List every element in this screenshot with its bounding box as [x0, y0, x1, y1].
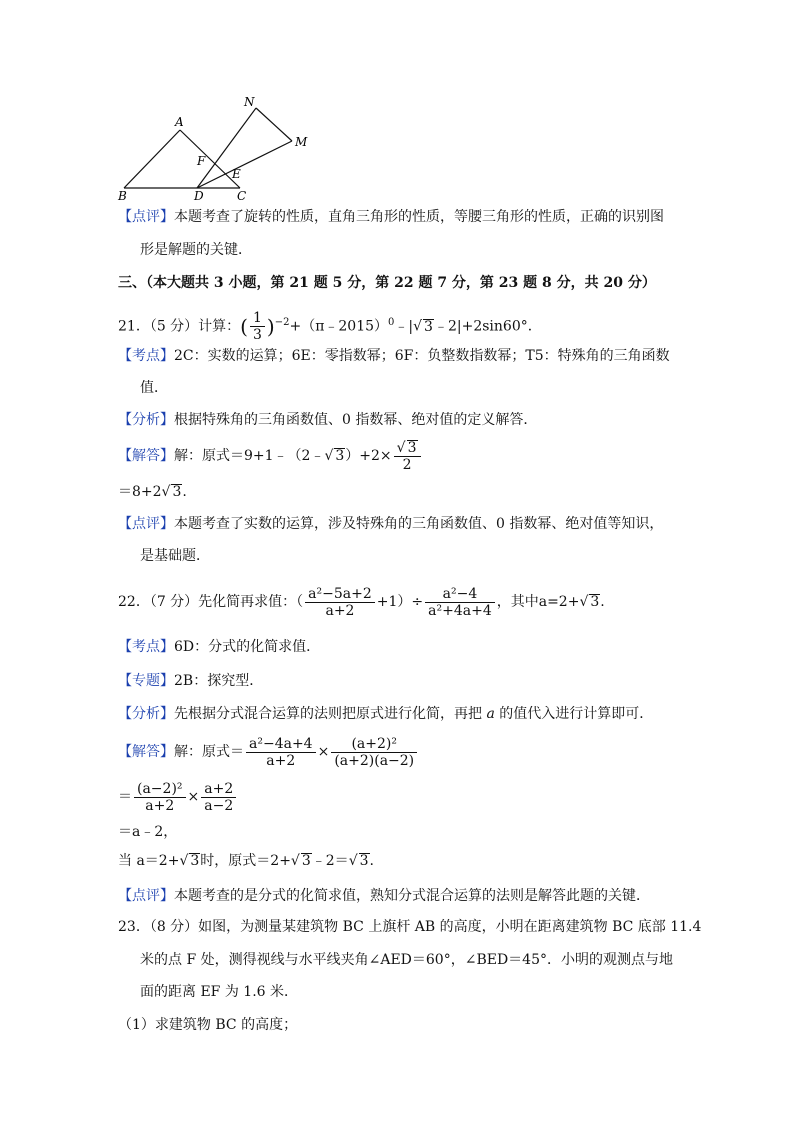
q22-topic: 【考点】6D：分式的化简求值． — [118, 639, 321, 655]
comment-tag: 【点评】 — [118, 209, 174, 225]
geometry-figure — [110, 92, 330, 202]
label-e: E — [232, 167, 241, 181]
label-n: N — [244, 95, 255, 109]
q22-solution-line3: ＝a﹣2， — [118, 824, 178, 840]
solution-tag: 【解答】 — [118, 448, 174, 464]
q23-line2: 米的点 F 处，测得视线与水平线夹角∠AED＝60°，∠BED＝45°．小明的观测点与地 — [140, 952, 673, 968]
q20-comment-line2: 形是解题的关键． — [140, 242, 252, 258]
q22-fraction2: $\frac{\text{a²−4}}{\text{a²+4a+4}}$ — [425, 586, 495, 619]
q22-comment: 【点评】本题考查的是分式的化简求值，熟知分式混合运算的法则是解答此题的关键． — [118, 888, 650, 904]
q21-topic-line1: 【考点】2C：实数的运算；6E：零指数幂；6F：负整数指数幂；T5：特殊角的三角函数 — [118, 348, 670, 364]
segment-ab — [124, 130, 180, 188]
label-f: F — [197, 154, 206, 168]
q22-sol-fraction2: $\frac{\text{(a+2)²}}{(a+2)(a-2)}$ — [331, 736, 417, 769]
label-c: C — [237, 189, 247, 202]
q21-sqrt3-over-2: $\frac{√ 3}{2}$ — [394, 440, 421, 473]
q22-fraction1: $\frac{\text{a²−5a+2}}{a+2}$ — [305, 586, 375, 619]
q22-sol-fraction4: $\frac{a+2}{a-2}$ — [201, 781, 236, 814]
q21-topic-line2: 值． — [140, 380, 168, 396]
q22-solution-line2: ＝ $\frac{\text{(a−2)²}}{a+2}$ × $\frac{a+2}{a-2}$ — [118, 777, 238, 817]
q22-special: 【专题】2B：探究型． — [118, 673, 264, 689]
q22-stem: 22．（7 分）先化简再求值：（ $\frac{\text{a²−5a+2}}{a+2}$ +1）÷ $\frac{\text{a²−4}}{\text{a²+4a+4}}$ ，其中a=2+√ 3. — [118, 585, 605, 619]
special-tag: 【专题】 — [118, 673, 174, 689]
topic-tag: 【考点】 — [118, 348, 174, 364]
q21-solution-line2: ＝8+2√ 3. — [118, 484, 187, 500]
label-a: A — [175, 115, 184, 129]
q22-sol-fraction3: $\frac{\text{(a−2)²}}{a+2}$ — [134, 781, 186, 814]
label-m: M — [295, 135, 308, 149]
q21-analysis: 【分析】根据特殊角的三角函数值、0 指数幂、绝对值的定义解答． — [118, 412, 538, 428]
q21-comment-line2: 是基础题． — [140, 548, 210, 564]
q21-solution-line1: 【解答】解：原式＝9+1﹣（2﹣√ 3）+2× $\frac{√ 3}{2}$ — [118, 438, 423, 474]
q22-solution-line1: 【解答】解：原式＝ $\frac{\text{a²−4a+4}}{a+2}$ × $\frac{\text{(a+2)²}}{(a+2)(a-2)}$ — [118, 732, 419, 772]
label-d: D — [194, 189, 204, 202]
q23-sub1: （1）求建筑物 BC 的高度； — [118, 1017, 298, 1033]
segment-nm — [256, 108, 292, 141]
q22-analysis: 【分析】先根据分式混合运算的法则把原式进行化简，再把 a 的值代入进行计算即可． — [118, 706, 654, 722]
section-header: 三、（本大题共 3 小题，第 21 题 5 分，第 22 题 7 分，第 23 题 8 分，共 20 分） — [118, 275, 656, 291]
segment-dn — [197, 108, 256, 188]
q21-stem: 21．（5 分）计算：( $\frac{1}{3}$ )$^{-2}$+（π﹣2015）$^0$﹣|√ 3﹣2|+2sin60°． — [118, 310, 542, 344]
q21-comment-line1: 【点评】本题考查了实数的运算，涉及特殊角的三角函数值、0 指数幂、绝对值等知识， — [118, 516, 664, 532]
label-b: B — [118, 189, 127, 202]
segment-ac — [180, 130, 240, 188]
segment-dm — [197, 141, 292, 188]
analysis-tag: 【分析】 — [118, 412, 174, 428]
q23-line3: 面的距离 EF 为 1.6 米． — [140, 984, 298, 1000]
q20-comment-line1: 【点评】本题考查了旋转的性质，直角三角形的性质，等腰三角形的性质，正确的识别图 — [118, 209, 664, 225]
q22-sol-fraction1: $\frac{\text{a²−4a+4}}{a+2}$ — [246, 736, 316, 769]
q22-solution-line4: 当 a＝2+√ 3时，原式＝2+√ 3﹣2＝√ 3. — [118, 853, 374, 869]
q21-fraction: $\frac{1}{3}$ — [250, 310, 265, 343]
q23-line1: 23．（8 分）如图，为测量某建筑物 BC 上旗杆 AB 的高度，小明在距离建筑物 BC 底部 11.4 — [118, 919, 702, 935]
